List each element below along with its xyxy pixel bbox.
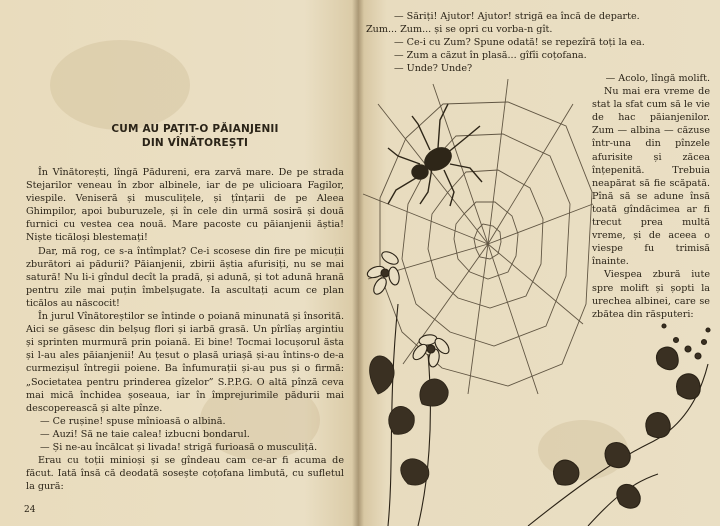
paragraph: Dar, mă rog, ce s-a întîmplat? Ce-i scosese din fire pe micuții zburători ai pădurii? Păianjenii, zbirii ăștia afurisiți, nu se mai satură! Nu li-i gîndul decît la pradă, și adună, și tot adună hrană pentru zile mai puțin îmbelșugate. Ia ascultați acum ce plan ticălos au născocit! xyxy=(26,245,344,309)
paper-stain xyxy=(50,40,190,130)
spider-icon xyxy=(388,104,482,206)
bramble-branch-icon xyxy=(528,324,710,526)
page-number: 24 xyxy=(24,505,36,515)
title-line-2: DIN VÎNĂTOREȘTI xyxy=(141,137,249,149)
paragraph: În jurul Vînătoreștilor se întinde o poiană minunată și însorită. Aici se găsesc din belșug flori și iarbă grasă. Un pîrlîaș argintiu și sprinten murmură prin poiană. Ei bine! Tocmai locușorul ăsta și l-au ales păianjenii! Au țesut o plasă uriașă și-au întins-o de-a curmezișul întregii poiene. Ba înfumurații și-au pus și o firmă: „Societatea pentru prinderea gîzelor” S.P.P.G. O altă pînză ceva mai mică închidea șoseaua, iar în împrejurimile pădurii mai descoperească și alte pînze. xyxy=(26,311,344,414)
paragraph: Nu mai era vreme de stat la sfat cum să le vie de hac păianjenilor. Zum — albina — căzuse într-una din pînzele afurisite și zăcea înțepenită. Trebuia neapărat să fie scăpată. Pînă să se adune însă toată gîndăcimea ar fi trecut prea multă vreme, și de aceea o viespe fu trimisă înainte. xyxy=(592,86,710,268)
spider-web-illustration xyxy=(358,64,720,526)
dialogue-line: — Și ne-au încălcat și livada! strigă furioasă o musculiță. xyxy=(40,441,318,453)
dialogue-line: — Săriți! Ajutor! Ajutor! strigă ea încă de departe. xyxy=(394,11,640,22)
dialogue-line: Zum... Zum... și se opri cu vorba-n gît. xyxy=(366,24,553,36)
dialogue-line: — Auzi! Să ne taie calea! izbucni bondarul. xyxy=(40,428,250,440)
paragraph: Erau cu toții minioși și se gîndeau cam ce-ar fi acuma de făcut. Iată însă că deodată sosește coțofana limbută, cu sufletul la gură: xyxy=(26,455,344,493)
dialogue-line: — Zum a căzut în plasă... gîfîi coțofana. xyxy=(394,50,587,62)
dialogue-line: — Ce-i cu Zum? Spune odată! se repezîră toți la ea. xyxy=(394,37,645,49)
leaf-icon xyxy=(370,356,449,485)
dialogue-line: — Ce rușine! spuse mînioasă o albină. xyxy=(40,415,226,427)
dialogue-line: — Unde? Unde? xyxy=(394,63,473,75)
spider-web xyxy=(363,79,593,394)
paragraph: În Vînătorești, lîngă Pădureni, era zarvă mare. De pe strada Stejarilor veneau în zbor albinele, iar de pe ulicioara Fagilor, viespile. Veniseră și musculițele, și țînțarii de pe Aleea Ghimpilor, apoi buburuzele, și în cele din urmă sosiră și două furnici cu vestea cea nouă. Mare pacoste cu păianjenii ăștia! Niște ticăloși blestemați! xyxy=(26,167,344,244)
story-title xyxy=(40,122,350,150)
paragraph: Viespea zbură iute spre molift și șopti la urechea albinei, care se zbătea din răsputeri: xyxy=(592,269,710,320)
left-body-text xyxy=(26,166,344,493)
title-line-1: CUM AU PAȚIT-O PĂIANJENII xyxy=(111,123,279,135)
paragraph: — Acolo, lîngă molift. xyxy=(605,73,710,84)
left-page xyxy=(0,0,358,526)
